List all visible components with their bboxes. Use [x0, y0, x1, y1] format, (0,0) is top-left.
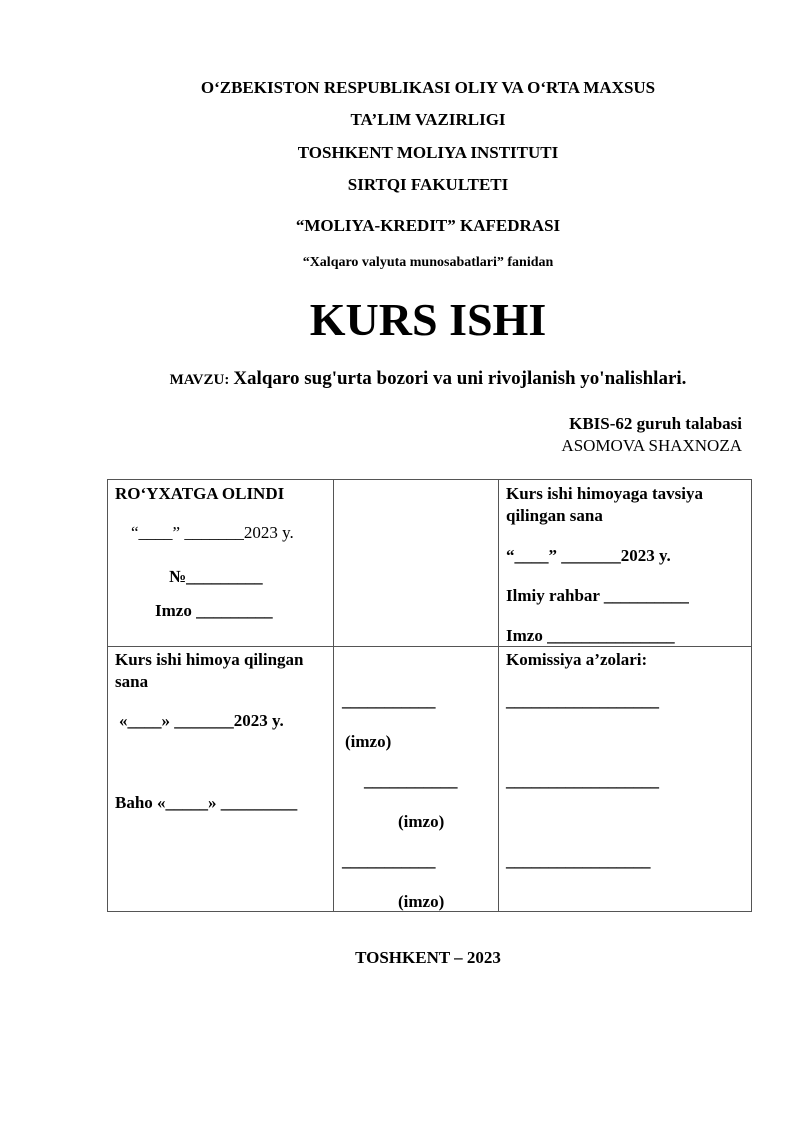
registered-number: №_________	[169, 567, 263, 586]
topic-label: MAVZU:	[169, 372, 230, 388]
recommendation-title: Kurs ishi himoyaga tavsiya	[506, 484, 703, 503]
registered-signature: Imzo _________	[155, 601, 273, 620]
signature-line-1: ___________	[342, 691, 436, 710]
recommendation-cell	[499, 480, 752, 647]
signature-caption-1: (imzo)	[345, 732, 392, 751]
defense-date: «____» _______2023 y.	[119, 711, 284, 730]
topic-row	[0, 368, 800, 390]
registration-cell	[108, 480, 334, 647]
faculty-name: SIRTQI FAKULTETI	[347, 175, 509, 194]
commission-line-1: __________________	[506, 691, 659, 710]
supervisor-line: Ilmiy rahbar __________	[506, 586, 689, 605]
defense-title: Kurs ishi himoya qilingan	[115, 650, 304, 669]
signature-line-3: ___________	[342, 851, 436, 870]
commission-line-2: __________________	[506, 771, 659, 790]
supervisor-signature: Imzo _______________	[506, 626, 675, 645]
commission-title: Komissiya a’zolari:	[506, 650, 648, 669]
page-title: KURS ISHI	[309, 294, 547, 345]
signature-caption-3: (imzo)	[398, 892, 445, 911]
signature-line-2: ___________	[364, 771, 458, 790]
department-name: “MOLIYA-KREDIT” KAFEDRASI	[295, 216, 561, 235]
grade-line: Baho «_____» _________	[115, 793, 298, 812]
ministry-line-2: TA’LIM VAZIRLIGI	[350, 110, 506, 129]
topic-text: Xalqaro sug'urta bozori va uni rivojlanish yo'nalishlari.	[233, 368, 687, 389]
defense-title-2: sana	[115, 672, 149, 691]
registered-title: RO‘YXATGA OLINDI	[115, 484, 285, 503]
defense-cell	[108, 647, 334, 912]
ministry-line-1: O‘ZBEKISTON RESPUBLIKASI OLIY VA O‘RTA MAXSUS	[200, 78, 656, 97]
student-group: KBIS-62 guruh talabasi	[569, 414, 742, 433]
recommendation-title-2: qilingan sana	[506, 506, 603, 525]
institute-name: TOSHKENT MOLIYA INSTITUTI	[297, 143, 559, 162]
registration-table	[107, 479, 752, 912]
empty-cell	[334, 480, 499, 647]
registered-date: “____” _______2023 y.	[131, 523, 294, 542]
signatures-cell	[334, 647, 499, 912]
city-year: TOSHKENT – 2023	[355, 948, 501, 967]
commission-cell	[499, 647, 752, 912]
commission-line-3: _________________	[506, 851, 651, 870]
recommendation-date: “____” _______2023 y.	[506, 546, 671, 565]
signature-caption-2: (imzo)	[398, 812, 445, 831]
student-name: ASOMOVA SHAXNOZA	[561, 436, 742, 455]
subject-line: “Xalqaro valyuta munosabatlari” fanidan	[302, 255, 554, 270]
